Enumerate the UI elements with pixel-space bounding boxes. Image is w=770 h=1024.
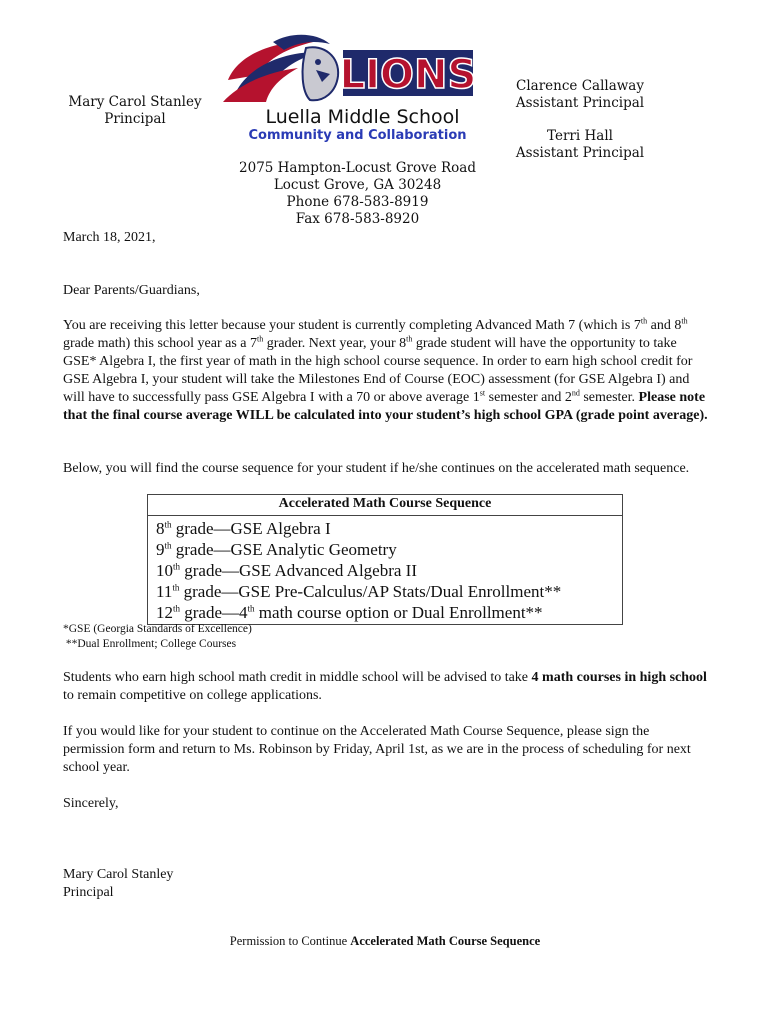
paragraph-permission: If you would like for your student to continue on the Accelerated Math Course Sequence, please sign the permission form and return to Ms. Robinson by Friday, April 1st, as we are in the process of scheduling for next school year. — [63, 724, 691, 775]
ap2-name: Terri Hall — [547, 128, 613, 144]
table-row: 11th grade—GSE Pre-Calculus/AP Stats/Dual Enrollment** — [156, 582, 562, 601]
table-title: Accelerated Math Course Sequence — [148, 495, 622, 516]
paragraph-intro: You are receiving this letter because your student is currently completing Advanced Math 7 (which is 7th and 8th grade math) this school year as a 7th grader. Next year, your 8th grade student will have the opportunity to take GSE* Algebra I, the first year of math in the high school course sequence. In order to earn high school credit for GSE Algebra I, your student will take the Milestones End of Course (EOC) assessment (for GSE Algebra I) and will have to successfully pass GSE Algebra I with a 70 or above average 1st semester and 2nd semester. Please note that the final course average WILL be calculated into your student’s high school GPA (grade point average). — [63, 316, 708, 423]
school-address — [215, 160, 500, 228]
footnote-dual: **Dual Enrollment; College Courses — [63, 638, 237, 650]
principal-block — [50, 94, 220, 128]
logo-wordmark: LIONS — [339, 52, 477, 98]
school-motto: Community and Collaboration — [248, 128, 467, 143]
address-line1: 2075 Hampton-Locust Grove Road — [239, 160, 476, 176]
letter-date: March 18, 2021, — [63, 230, 156, 245]
table-row: 8th grade—GSE Algebra I — [156, 519, 331, 538]
lion-mascot-icon — [218, 30, 483, 110]
lions-logo — [218, 30, 483, 115]
table-row: 12th grade—4th math course option or Dual Enrollment** — [156, 603, 543, 622]
school-name: Luella Middle School — [265, 106, 460, 128]
closing: Sincerely, — [63, 796, 119, 811]
address-line2: Locust Grove, GA 30248 — [273, 177, 442, 193]
ap1-name: Clarence Callaway — [516, 78, 644, 94]
principal-title: Principal — [104, 111, 166, 127]
table-rows — [148, 516, 622, 624]
permission-form-heading: Permission to Continue Accelerated Math Course Sequence — [229, 934, 541, 948]
fax-number: Fax 678-583-8920 — [295, 211, 420, 227]
phone-number: Phone 678-583-8919 — [286, 194, 429, 210]
footnotes — [63, 622, 252, 652]
paragraph-credit-advice: Students who earn high school math credit in middle school will be advised to take 4 math courses in high school to remain competitive on college applications. — [63, 670, 707, 703]
ap2-title: Assistant Principal — [515, 145, 645, 161]
footnote-gse: *GSE (Georgia Standards of Excellence) — [63, 623, 252, 635]
ap1-title: Assistant Principal — [515, 95, 645, 111]
principal-name: Mary Carol Stanley — [68, 94, 202, 110]
gpa-notice: Please note that the final course average WILL be calculated into your student’s high school GPA (grade point average). — [63, 390, 708, 423]
salutation: Dear Parents/Guardians, — [63, 283, 200, 298]
course-sequence-table — [147, 494, 623, 625]
assistant-principals-block — [505, 78, 655, 162]
paragraph-sequence-intro: Below, you will find the course sequence for your student if he/she continues on the accelerated math sequence. — [63, 461, 690, 476]
table-row: 9th grade—GSE Analytic Geometry — [156, 540, 397, 559]
table-row: 10th grade—GSE Advanced Algebra II — [156, 561, 417, 580]
signature-name: Mary Carol Stanley — [63, 867, 174, 882]
signature-title: Principal — [63, 885, 114, 900]
